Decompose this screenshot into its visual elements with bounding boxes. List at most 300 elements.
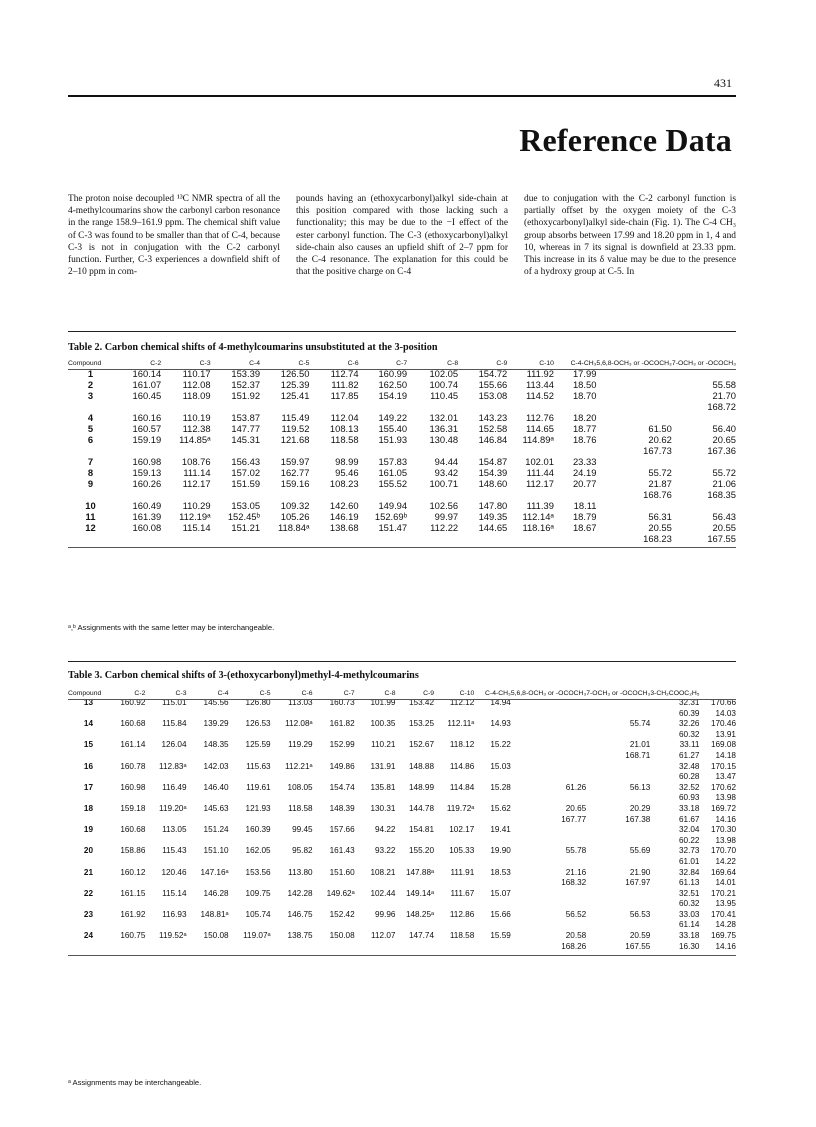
shift-value: 160.98 bbox=[132, 456, 162, 467]
shift-value: 93.22 bbox=[374, 846, 396, 856]
shift-value: 110.29 bbox=[182, 500, 211, 511]
shift-value: 21.90 bbox=[629, 867, 651, 877]
shift-value bbox=[434, 942, 474, 953]
compound-number: 17 bbox=[83, 782, 94, 792]
column-header: C-4 bbox=[249, 360, 261, 367]
shift-value: 108.13 bbox=[329, 423, 359, 434]
shift-value: 126.04 bbox=[161, 740, 187, 750]
shift-value: 160.68 bbox=[120, 719, 146, 729]
shift-value bbox=[395, 878, 434, 889]
shift-value: 111.39 bbox=[526, 500, 554, 511]
shift-value bbox=[474, 899, 511, 910]
shift-value: 15.07 bbox=[490, 888, 511, 898]
shift-value: 154.19 bbox=[378, 390, 408, 401]
shift-value bbox=[187, 815, 229, 826]
shift-value: 160.92 bbox=[120, 698, 146, 707]
compound-number: 23 bbox=[83, 909, 94, 919]
shift-value bbox=[187, 899, 229, 910]
shift-value: 148.99 bbox=[409, 782, 435, 792]
shift-value: 94.22 bbox=[374, 825, 396, 835]
shift-value bbox=[187, 836, 229, 847]
shift-value bbox=[458, 489, 507, 500]
shift-value bbox=[672, 500, 736, 511]
shift-value bbox=[229, 878, 271, 889]
shift-value: 152.67 bbox=[409, 740, 435, 750]
compound-number: 3 bbox=[87, 390, 94, 401]
shift-value: 61.26 bbox=[565, 782, 587, 792]
shift-value: 61.13 bbox=[679, 878, 700, 888]
shift-value: 119.72ᵃ bbox=[446, 803, 475, 813]
shift-value: 20.55 bbox=[712, 522, 736, 533]
shift-value: 149.35 bbox=[478, 511, 508, 522]
shift-value: 161.07 bbox=[132, 379, 162, 390]
shift-value: 155.40 bbox=[378, 423, 408, 434]
shift-value: 108.76 bbox=[181, 456, 211, 467]
shift-value: 110.45 bbox=[430, 390, 459, 401]
table-row bbox=[68, 456, 736, 467]
shift-value: 119.52 bbox=[281, 423, 310, 434]
shift-value: 145.31 bbox=[231, 434, 261, 445]
shift-value: 19.41 bbox=[490, 825, 511, 835]
shift-value: 148.35 bbox=[203, 740, 229, 750]
shift-value: 19.90 bbox=[490, 846, 511, 856]
shift-value: 32.04 bbox=[679, 825, 700, 835]
shift-value bbox=[309, 445, 358, 456]
shift-value bbox=[271, 857, 313, 868]
shift-value: 167.55 bbox=[707, 533, 736, 544]
shift-value: 105.74 bbox=[245, 909, 271, 919]
shift-value: 114.86 bbox=[449, 761, 475, 771]
shift-value: 116.93 bbox=[162, 909, 187, 919]
shift-value: 115.43 bbox=[162, 846, 187, 856]
shift-value: 157.66 bbox=[329, 825, 355, 835]
shift-value bbox=[395, 793, 434, 804]
shift-value: 112.12 bbox=[449, 698, 475, 707]
shift-value bbox=[395, 920, 434, 931]
table-row bbox=[68, 751, 736, 762]
shift-value: 109.75 bbox=[245, 888, 271, 898]
shift-value bbox=[355, 899, 396, 910]
shift-value bbox=[355, 857, 396, 868]
shift-value: 13.98 bbox=[715, 835, 736, 845]
shift-value: 18.77 bbox=[572, 423, 597, 434]
shift-value: 170.41 bbox=[710, 909, 736, 919]
column-header: C-10 bbox=[459, 690, 475, 697]
shift-value bbox=[507, 489, 554, 500]
shift-value: 56.52 bbox=[565, 909, 587, 919]
shift-value bbox=[109, 836, 145, 847]
shift-value: 118.58 bbox=[449, 931, 475, 941]
table3-bottom-rule bbox=[68, 955, 736, 956]
shift-value bbox=[458, 401, 507, 412]
shift-value bbox=[313, 920, 355, 931]
compound-number bbox=[68, 815, 109, 826]
shift-value: 168.72 bbox=[707, 401, 736, 412]
shift-value bbox=[586, 772, 650, 783]
shift-value bbox=[474, 878, 511, 889]
shift-value: 112.21ᵃ bbox=[285, 761, 313, 771]
shift-value: 167.77 bbox=[561, 814, 587, 824]
shift-value: 15.03 bbox=[490, 761, 511, 771]
shift-value bbox=[271, 836, 313, 847]
shift-value bbox=[554, 489, 597, 500]
table2-bottom-rule bbox=[68, 547, 736, 548]
shift-value bbox=[434, 751, 474, 762]
shift-value bbox=[672, 412, 736, 423]
compound-number: 4 bbox=[87, 412, 94, 423]
shift-value bbox=[395, 942, 434, 953]
table-row bbox=[68, 709, 736, 720]
shift-value: 168.71 bbox=[625, 750, 651, 760]
table-row bbox=[68, 500, 736, 511]
table-row bbox=[68, 804, 736, 815]
shift-value: 153.39 bbox=[231, 368, 261, 379]
shift-value: 99.96 bbox=[374, 909, 396, 919]
shift-value: 113.44 bbox=[525, 379, 554, 390]
compound-number bbox=[68, 533, 113, 544]
shift-value: 14.16 bbox=[715, 814, 736, 824]
shift-value: 113.05 bbox=[162, 825, 187, 835]
shift-value: 153.42 bbox=[409, 698, 435, 707]
table-row bbox=[68, 783, 736, 794]
compound-number bbox=[68, 878, 109, 889]
shift-value bbox=[313, 942, 355, 953]
shift-value: 119.52ᵃ bbox=[159, 931, 187, 941]
shift-value: 154.39 bbox=[478, 467, 508, 478]
shift-value bbox=[161, 489, 210, 500]
shift-value: 135.81 bbox=[370, 782, 396, 792]
shift-value bbox=[511, 825, 586, 836]
shift-value: 17.99 bbox=[572, 368, 597, 379]
shift-value bbox=[355, 878, 396, 889]
shift-value: 56.53 bbox=[629, 909, 651, 919]
table-row bbox=[68, 730, 736, 741]
shift-value: 170.15 bbox=[710, 761, 736, 771]
shift-value bbox=[511, 730, 586, 741]
shift-value bbox=[109, 751, 145, 762]
shift-value: 114.85ᵃ bbox=[179, 434, 211, 445]
shift-value: 143.23 bbox=[478, 412, 508, 423]
shift-value: 151.21 bbox=[231, 522, 261, 533]
shift-value: 169.75 bbox=[710, 931, 736, 941]
page-number: 431 bbox=[714, 76, 732, 90]
shift-value: 15.28 bbox=[490, 782, 511, 792]
shift-value: 160.99 bbox=[378, 368, 408, 379]
shift-value: 131.91 bbox=[370, 761, 396, 771]
table3-header-rule bbox=[68, 699, 736, 700]
shift-value: 113.80 bbox=[288, 867, 313, 877]
shift-value: 161.43 bbox=[329, 846, 355, 856]
shift-value bbox=[395, 815, 434, 826]
shift-value bbox=[145, 836, 186, 847]
table-row bbox=[68, 889, 736, 900]
shift-value: 33.18 bbox=[679, 803, 700, 813]
shift-value bbox=[395, 772, 434, 783]
shift-value: 151.10 bbox=[203, 846, 229, 856]
column-header: C-10 bbox=[539, 360, 554, 367]
column-header: C-3 bbox=[175, 690, 187, 697]
shift-value: 153.25 bbox=[409, 719, 435, 729]
compound-number bbox=[68, 920, 109, 931]
table3-footnote: ᵃ Assignments may be interchangeable. bbox=[68, 1078, 202, 1087]
shift-value bbox=[511, 751, 586, 762]
shift-value bbox=[229, 899, 271, 910]
compound-number: 2 bbox=[87, 379, 94, 390]
compound-number bbox=[68, 899, 109, 910]
shift-value: 111.67 bbox=[450, 888, 475, 898]
table-row bbox=[68, 846, 736, 857]
shift-value: 157.83 bbox=[378, 456, 408, 467]
table-row bbox=[68, 412, 736, 423]
shift-value bbox=[511, 899, 586, 910]
shift-value bbox=[511, 793, 586, 804]
shift-value bbox=[458, 445, 507, 456]
shift-value bbox=[511, 857, 586, 868]
column-header bbox=[700, 690, 737, 698]
compound-number: 20 bbox=[83, 846, 94, 856]
shift-value: 153.87 bbox=[231, 412, 261, 423]
shift-value: 118.84ᵃ bbox=[277, 522, 310, 533]
shift-value: 121.68 bbox=[280, 434, 310, 445]
shift-value bbox=[211, 445, 260, 456]
column-header: Compound bbox=[68, 690, 102, 697]
shift-value: 115.63 bbox=[246, 761, 271, 771]
shift-value bbox=[474, 772, 511, 783]
column-header: C-5 bbox=[259, 690, 271, 697]
shift-value bbox=[309, 489, 358, 500]
shift-value bbox=[109, 709, 145, 720]
shift-value bbox=[187, 920, 229, 931]
shift-value: 110.21 bbox=[371, 740, 396, 750]
shift-value bbox=[586, 825, 650, 836]
table2-top-rule bbox=[68, 331, 736, 332]
shift-value bbox=[407, 533, 458, 544]
column-header: Compound bbox=[68, 360, 102, 367]
shift-value bbox=[355, 920, 396, 931]
compound-number: 7 bbox=[87, 456, 94, 467]
shift-value bbox=[554, 445, 597, 456]
table-header-row bbox=[68, 690, 736, 698]
shift-value bbox=[161, 401, 210, 412]
shift-value: 151.92 bbox=[231, 390, 261, 401]
shift-value: 117.85 bbox=[330, 390, 359, 401]
shift-value: 24.19 bbox=[572, 467, 597, 478]
shift-value bbox=[355, 730, 396, 741]
text-column-1: The proton noise decoupled ¹³C NMR spectra of all the 4-methylcoumarins show the carbonyl carbon resonance in the range 158.9–161.9 ppm. The chemical shift value of C-3 was found to be smaller than that of C-4, because C-3 is not in conjugation with the C-2 carbonyl function. Further, C-3 experiences a downfield shift of 2–10 ppm in com- bbox=[68, 194, 280, 278]
shift-value bbox=[511, 920, 586, 931]
table-row bbox=[68, 910, 736, 921]
shift-value: 152.58 bbox=[478, 423, 508, 434]
text-column-2: pounds having an (ethoxycarbonyl)alkyl side-chain at this position compared with those lacking such a functionality; this may be due to the −I effect of the ester carbonyl function. The C-3 (ethoxycarbonyl)alkyl side-chain also causes an upfield shift of 2–7 ppm for the C-4 resonance. The explanation for this could be that the positive charge on C-4 bbox=[296, 194, 508, 278]
shift-value: 102.44 bbox=[370, 888, 396, 898]
shift-value: 147.74 bbox=[409, 931, 435, 941]
shift-value: 144.65 bbox=[478, 522, 508, 533]
shift-value: 159.19 bbox=[132, 434, 162, 445]
shift-value: 118.58 bbox=[288, 803, 313, 813]
shift-value: 160.39 bbox=[245, 825, 271, 835]
shift-value: 146.40 bbox=[203, 782, 229, 792]
shift-value: 99.45 bbox=[292, 825, 313, 835]
shift-value: 152.45ᵇ bbox=[227, 511, 261, 522]
shift-value: 21.06 bbox=[712, 478, 736, 489]
shift-value: 105.26 bbox=[280, 511, 310, 522]
table-row bbox=[68, 467, 736, 478]
compound-number: 5 bbox=[87, 423, 94, 434]
text-column-3: due to conjugation with the C-2 carbonyl function is partially offset by the oxygen moiety of the C-3 (ethoxycarbonyl)alkyl side-chain (Fig. 1). The C-4 CH₃ group absorbs between 17.99 and 18.20 ppm in 1, 4 and 10, whereas in 7 its signal is downfield at 23.33 ppm. This increase in its δ value may be due to the presence of a hydroxy group at C-5. In bbox=[524, 194, 736, 278]
shift-value: 159.16 bbox=[280, 478, 310, 489]
shift-value: 152.37 bbox=[231, 379, 261, 390]
shift-value bbox=[211, 489, 260, 500]
shift-value: 112.14ᵃ bbox=[522, 511, 554, 522]
table-row bbox=[68, 719, 736, 730]
shift-value bbox=[554, 401, 597, 412]
shift-value: 15.62 bbox=[490, 803, 511, 813]
shift-value bbox=[145, 815, 186, 826]
shift-value: 160.98 bbox=[120, 782, 146, 792]
shift-value: 160.45 bbox=[132, 390, 162, 401]
shift-value: 100.74 bbox=[429, 379, 459, 390]
shift-value: 14.16 bbox=[715, 941, 736, 951]
shift-value: 160.73 bbox=[329, 698, 355, 707]
shift-value: 33.11 bbox=[679, 740, 700, 750]
compound-number: 12 bbox=[85, 522, 96, 533]
shift-value: 102.17 bbox=[449, 825, 475, 835]
shift-value bbox=[355, 942, 396, 953]
shift-value: 148.39 bbox=[329, 803, 355, 813]
shift-value: 111.14 bbox=[183, 467, 211, 478]
shift-value bbox=[554, 533, 597, 544]
shift-value: 170.70 bbox=[710, 846, 736, 856]
column-header: C-5 bbox=[298, 360, 310, 367]
shift-value: 60.22 bbox=[679, 835, 700, 845]
shift-value: 111.44 bbox=[526, 467, 554, 478]
column-header: C-7 bbox=[343, 690, 355, 697]
shift-value: 55.69 bbox=[629, 846, 651, 856]
shift-value bbox=[229, 772, 271, 783]
shift-value: 167.73 bbox=[643, 445, 672, 456]
table2-caption: Table 2. Carbon chemical shifts of 4-methylcoumarins unsubstituted at the 3-position bbox=[68, 342, 438, 353]
shift-value bbox=[229, 857, 271, 868]
shift-value: 169.72 bbox=[710, 803, 736, 813]
shift-value bbox=[211, 533, 260, 544]
shift-value bbox=[271, 920, 313, 931]
shift-value: 109.32 bbox=[280, 500, 310, 511]
shift-value: 18.76 bbox=[572, 434, 597, 445]
table3-top-rule bbox=[68, 661, 736, 662]
table-row bbox=[68, 836, 736, 847]
column-header: C-9 bbox=[496, 360, 508, 367]
shift-value: 142.28 bbox=[287, 888, 313, 898]
shift-value: 112.38 bbox=[182, 423, 211, 434]
shift-value bbox=[355, 836, 396, 847]
shift-value bbox=[145, 920, 186, 931]
shift-value: 146.28 bbox=[203, 888, 229, 898]
shift-value bbox=[271, 899, 313, 910]
shift-value: 112.19ᵃ bbox=[179, 511, 211, 522]
shift-value: 21.70 bbox=[712, 390, 736, 401]
column-header: C-3 bbox=[199, 360, 211, 367]
shift-value: 118.58 bbox=[330, 434, 359, 445]
shift-value bbox=[313, 709, 355, 720]
shift-value bbox=[109, 920, 145, 931]
shift-value: 61.50 bbox=[648, 423, 672, 434]
shift-value bbox=[586, 762, 650, 773]
shift-value: 56.13 bbox=[629, 782, 651, 792]
shift-value: 156.43 bbox=[231, 456, 261, 467]
shift-value: 149.22 bbox=[378, 412, 408, 423]
shift-value: 161.15 bbox=[120, 888, 146, 898]
shift-value bbox=[260, 401, 309, 412]
column-header: 7-OCH₃ or -OCOCH₃ bbox=[671, 360, 736, 367]
shift-value bbox=[434, 793, 474, 804]
shift-value: 154.81 bbox=[409, 825, 435, 835]
shift-value: 152.99 bbox=[329, 740, 355, 750]
shift-value bbox=[271, 709, 313, 720]
shift-value: 118.09 bbox=[182, 390, 211, 401]
shift-value bbox=[511, 762, 586, 773]
shift-value: 111.91 bbox=[450, 867, 475, 877]
compound-number: 21 bbox=[83, 867, 94, 877]
shift-value bbox=[309, 401, 358, 412]
shift-value: 148.81ᵃ bbox=[200, 909, 229, 919]
shift-value bbox=[271, 751, 313, 762]
shift-value bbox=[145, 709, 186, 720]
column-header: C-8 bbox=[384, 690, 396, 697]
shift-value bbox=[109, 878, 145, 889]
compound-number bbox=[68, 836, 109, 847]
shift-value bbox=[395, 857, 434, 868]
column-header: C-4 bbox=[217, 690, 229, 697]
shift-value bbox=[395, 899, 434, 910]
shift-value: 16.30 bbox=[679, 941, 700, 951]
shift-value: 114.89ᵃ bbox=[522, 434, 554, 445]
shift-value: 153.08 bbox=[478, 390, 508, 401]
table-row bbox=[68, 423, 736, 434]
shift-value: 148.60 bbox=[478, 478, 508, 489]
shift-value: 125.59 bbox=[245, 740, 271, 750]
shift-value bbox=[229, 751, 271, 762]
shift-value: 13.98 bbox=[715, 793, 736, 803]
shift-value: 61.01 bbox=[679, 856, 700, 866]
shift-value bbox=[313, 899, 355, 910]
shift-value bbox=[586, 793, 650, 804]
shift-value: 168.32 bbox=[561, 878, 587, 888]
shift-value bbox=[313, 815, 355, 826]
shift-value: 170.46 bbox=[710, 719, 736, 729]
shift-value: 60.93 bbox=[679, 793, 700, 803]
table3-caption: Table 3. Carbon chemical shifts of 3-(ethoxycarbonyl)methyl-4-methylcoumarins bbox=[68, 670, 419, 681]
shift-value: 136.31 bbox=[429, 423, 459, 434]
shift-value: 159.97 bbox=[280, 456, 310, 467]
shift-value: 13.95 bbox=[715, 899, 736, 909]
shift-value: 20.65 bbox=[565, 803, 587, 813]
shift-value: 160.14 bbox=[132, 368, 162, 379]
compound-number: 19 bbox=[83, 825, 94, 835]
shift-value bbox=[507, 533, 554, 544]
compound-number bbox=[68, 445, 113, 456]
shift-value: 160.26 bbox=[132, 478, 162, 489]
shift-value bbox=[187, 857, 229, 868]
shift-value: 105.33 bbox=[449, 846, 475, 856]
shift-value bbox=[313, 751, 355, 762]
compound-number: 9 bbox=[87, 478, 94, 489]
shift-value: 21.01 bbox=[629, 740, 651, 750]
compound-number: 11 bbox=[85, 511, 96, 522]
shift-value: 130.48 bbox=[429, 434, 459, 445]
shift-value: 115.14 bbox=[162, 888, 187, 898]
shift-value: 20.62 bbox=[648, 434, 672, 445]
shift-value bbox=[313, 793, 355, 804]
